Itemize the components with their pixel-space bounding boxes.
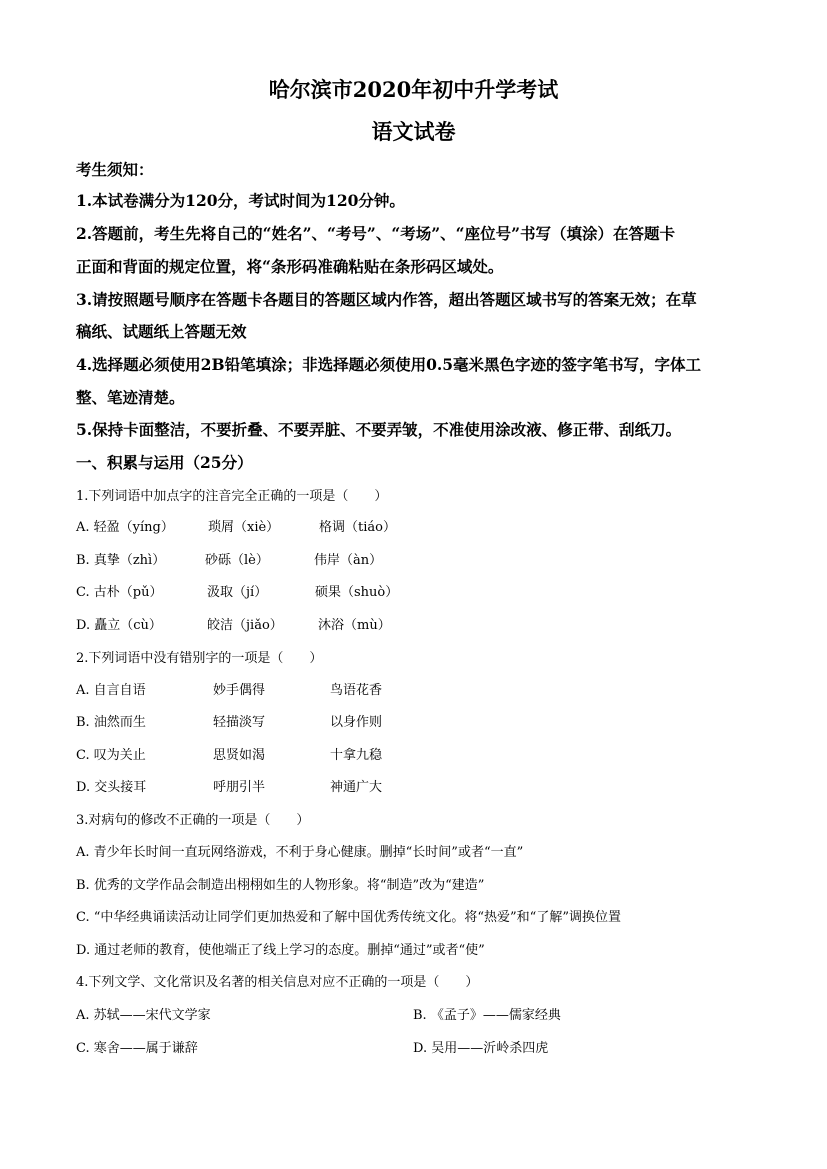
q2-option-a-3: 鸟语花香 <box>330 683 383 698</box>
q4-option-a: A. 苏轼——宋代文学家 <box>76 1008 211 1023</box>
q1-option-c-1: C. 古朴（pǔ） <box>76 585 163 600</box>
notice-item: 1.本试卷满分为120分，考试时间为120分钟。 <box>76 191 405 210</box>
q1-option-d-3: 沐浴（mù） <box>318 618 391 633</box>
notice-item: 整、笔迹清楚。 <box>76 388 185 407</box>
q1-option-a-3: 格调（tiáo） <box>319 520 396 535</box>
question-3-stem: 3.对病句的修改不正确的一项是（ ） <box>76 813 310 828</box>
exam-subtitle: 语文试卷 <box>371 119 456 144</box>
notice-item: 稿纸、试题纸上答题无效 <box>76 322 247 341</box>
q3-option-d: D. 通过老师的教育，使他端正了线上学习的态度。删掉“通过”或者“使” <box>76 943 485 958</box>
q4-option-c: C. 寒舍——属于谦辞 <box>76 1041 198 1056</box>
notice-item: 正面和背面的规定位置，将“条形码准确粘贴在条形码区域处。 <box>76 257 504 276</box>
notice-item: 3.请按照题号顺序在答题卡各题目的答题区域内作答，超出答题区域书写的答案无效；在草 <box>76 290 697 309</box>
question-2-stem: 2.下列词语中没有错别字的一项是（ ） <box>76 651 323 666</box>
q2-option-c-3: 十拿九稳 <box>330 748 383 763</box>
exam-title: 哈尔滨市2020年初中升学考试 <box>268 77 559 102</box>
notice-heading: 考生须知： <box>76 160 154 179</box>
notice-item: 5.保持卡面整洁，不要折叠、不要弄脏、不要弄皱，不准使用涂改液、修正带、刮纸刀。 <box>76 420 682 439</box>
q2-option-c-1: C. 叹为关止 <box>76 748 146 763</box>
q1-option-a-2: 琐屑（xiè） <box>208 520 280 535</box>
q2-option-c-2: 思贤如渴 <box>213 748 266 763</box>
q3-option-b: B. 优秀的文学作品会制造出栩栩如生的人物形象。将“制造”改为“建造” <box>76 878 485 893</box>
question-4-stem: 4.下列文学、文化常识及名著的相关信息对应不正确的一项是（ ） <box>76 975 479 990</box>
q2-option-b-2: 轻描淡写 <box>213 715 266 730</box>
q2-option-a-1: A. 自言自语 <box>76 683 146 698</box>
q2-option-a-2: 妙手偶得 <box>213 683 266 698</box>
q2-option-d-2: 呼朋引半 <box>213 780 266 795</box>
q1-option-b-1: B. 真挚（zhì） <box>76 553 166 568</box>
q3-option-a: A. 青少年长时间一直玩网络游戏，不利于身心健康。删掉“长时间”或者“一直” <box>76 845 524 860</box>
q2-option-d-1: D. 交头接耳 <box>76 780 147 795</box>
q1-option-b-2: 砂砾（lè） <box>205 553 269 568</box>
notice-item: 4.选择题必须使用2B铅笔填涂；非选择题必须使用0.5毫米黑色字迹的签字笔书写，字体工 <box>76 355 702 374</box>
q1-option-c-2: 汲取（jí） <box>207 585 268 600</box>
section-heading: 一、积累与运用（25分） <box>76 453 253 472</box>
notice-item: 2.答题前，考生先将自己的“姓名”、“考号”、“考场”、“座位号”书写（填涂）在答题卡 <box>76 224 676 243</box>
q1-option-c-3: 硕果（shuò） <box>315 585 399 600</box>
q3-option-c: C. “中华经典诵读活动让同学们更加热爱和了解中国优秀传统文化。将“热爱”和“了解”调换位置 <box>76 910 621 925</box>
q1-option-d-2: 皎洁（jiǎo） <box>207 618 283 633</box>
q4-option-d: D. 吴用——沂岭杀四虎 <box>413 1041 549 1056</box>
q1-option-d-1: D. 矗立（cù） <box>76 618 162 633</box>
q1-option-b-3: 伟岸（àn） <box>314 553 383 568</box>
q2-option-d-3: 神通广大 <box>330 780 383 795</box>
q4-option-b: B. 《孟子》——儒家经典 <box>413 1008 561 1023</box>
q2-option-b-1: B. 油然而生 <box>76 715 146 730</box>
q2-option-b-3: 以身作则 <box>330 715 383 730</box>
q1-option-a-1: A. 轻盈（yíng） <box>76 520 174 535</box>
question-1-stem: 1.下列词语中加点字的注音完全正确的一项是（ ） <box>76 489 388 504</box>
